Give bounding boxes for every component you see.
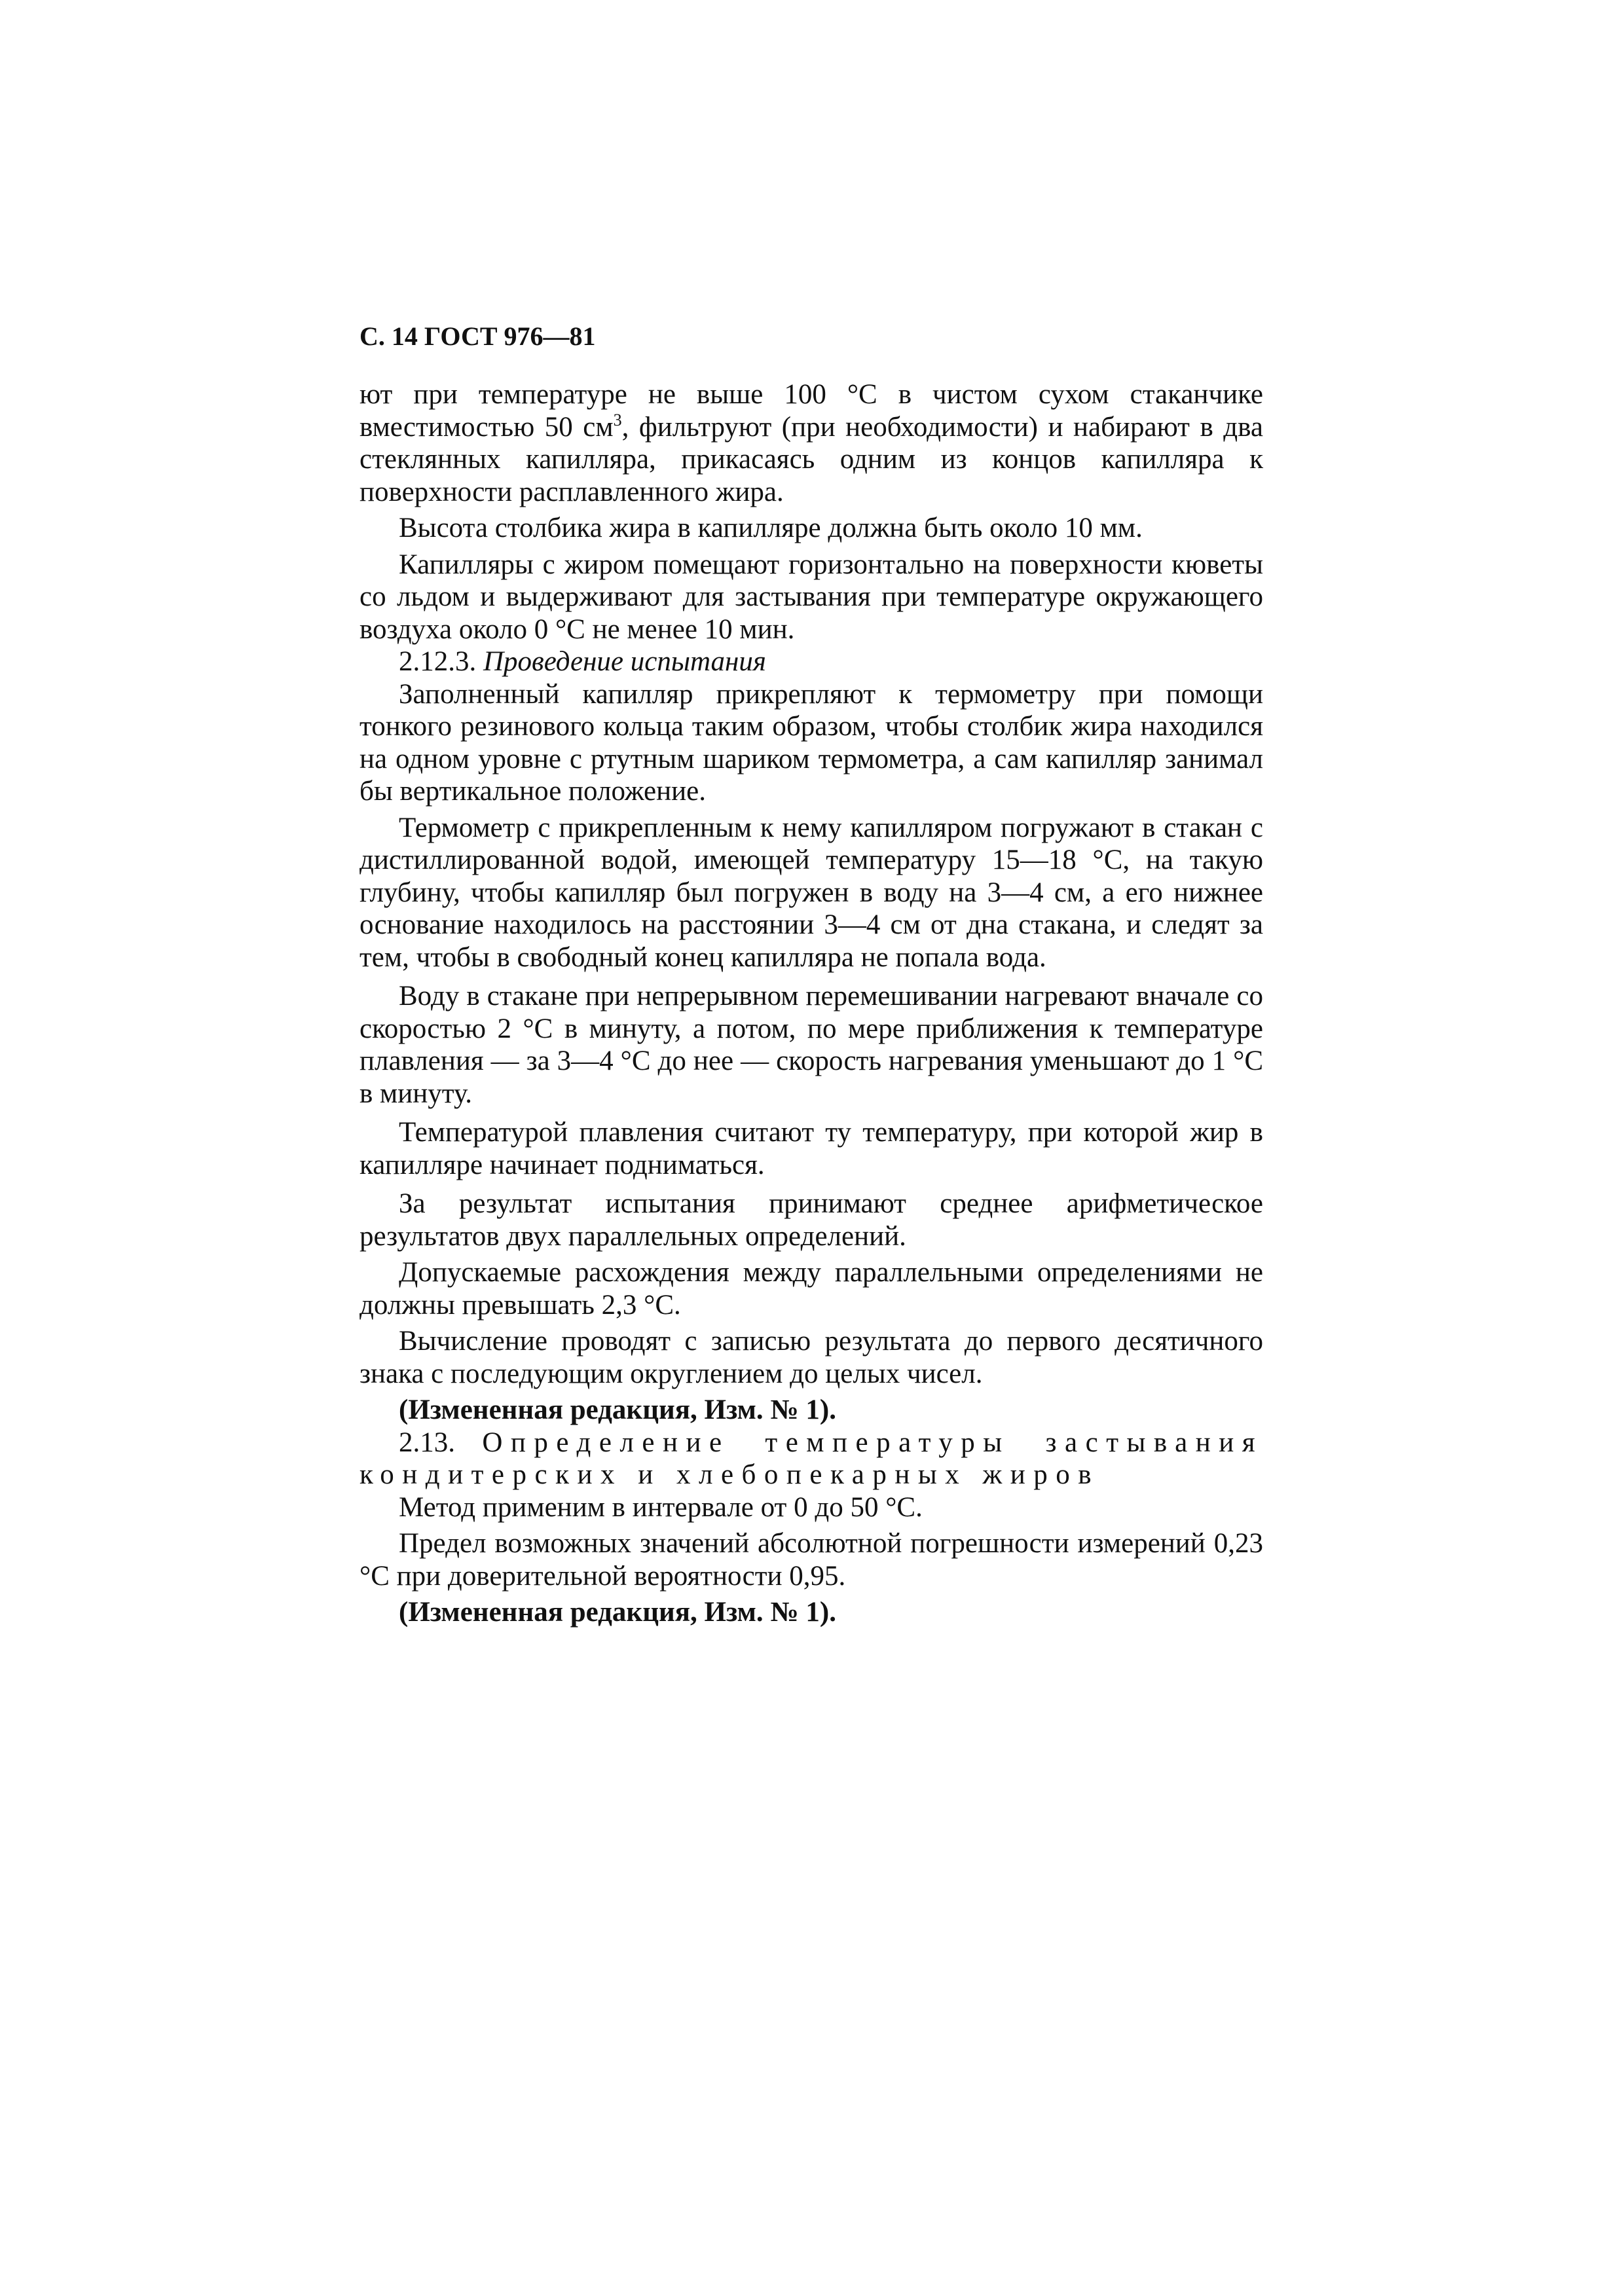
section-title: Проведение испытания xyxy=(483,646,766,677)
paragraph: Допускаемые расхождения между параллельными определениями не должны превышать 2,3 °С. xyxy=(359,1257,1263,1321)
paragraph: Метод применим в интервале от 0 до 50 °С. xyxy=(399,1491,923,1523)
amendment-note: (Измененная редакция, Изм. № 1). xyxy=(399,1394,836,1425)
paragraph-text: , фильтруют (при необходимости) и набирают в два стеклянных капилляра, прикасаясь одним из концов капилляра к поверхности расплавленного жира. xyxy=(359,411,1263,507)
section-number: 2.13. xyxy=(399,1427,483,1458)
paragraph: За результат испытания принимают среднее арифметическое результатов двух параллельных определений. xyxy=(359,1188,1263,1252)
paragraph: Высота столбика жира в капилляре должна быть около 10 мм. xyxy=(399,513,1143,543)
document-body xyxy=(359,378,1263,1629)
section-heading-2-13 xyxy=(359,1427,1263,1491)
paragraph: Заполненный капилляр прикрепляют к термометру при помощи тонкого резинового кольца таким образом, чтобы столбик жира находился на одном уровне с ртутным шариком термометра, а сам капилляр занимал бы вертикальное положение. xyxy=(359,678,1263,807)
superscript: 3 xyxy=(613,410,622,429)
paragraph: Температурой плавления считают ту температуру, при которой жир в капилляре начинает подниматься. xyxy=(359,1117,1263,1180)
amendment-note: (Измененная редакция, Изм. № 1). xyxy=(399,1597,836,1628)
section-title: Определение температуры застывания кондитерских и хлебопекарных жиров xyxy=(359,1427,1264,1490)
section-heading-2-12-3 xyxy=(359,646,1263,678)
paragraph: Капилляры с жиром помещают горизонтально на поверхности кюветы со льдом и выдерживают для застывания при температуре окружающего воздуха около 0 °С не менее 10 мин. xyxy=(359,549,1263,645)
paragraph-text: ют при температуре не выше 100 °С в чистом сухом стаканчике вместимостью 50 см xyxy=(359,379,1263,443)
paragraph: Предел возможных значений абсолютной погрешности измерений 0,23 °С при доверительной вероятности 0,95. xyxy=(359,1528,1263,1592)
paragraph: Воду в стакане при непрерывном перемешивании нагревают вначале со скоростью 2 °С в минуту, а потом, по мере приближения к температуре плавления — за 3—4 °С до нее — скорость нагревания уменьшают до 1 °С в минуту. xyxy=(359,981,1263,1109)
section-number: 2.12.3. xyxy=(399,646,483,677)
paragraph: Термометр с прикрепленным к нему капилляром погружают в стакан с дистиллированной водой, имеющей температуру 15—18 °С, на такую глубину, чтобы капилляр был погружен в воду на 3—4 см, а его нижнее основание находилось на расстоянии 3—4 см от дна стакана, и следят за тем, чтобы в свободный конец капилляра не попала вода. xyxy=(359,812,1263,973)
paragraph: Вычисление проводят с записью результата до первого десятичного знака с последующим округлением до целых чисел. xyxy=(359,1326,1263,1389)
page-header: С. 14 ГОСТ 976—81 xyxy=(359,321,596,351)
paragraph-continuation xyxy=(359,378,1263,508)
